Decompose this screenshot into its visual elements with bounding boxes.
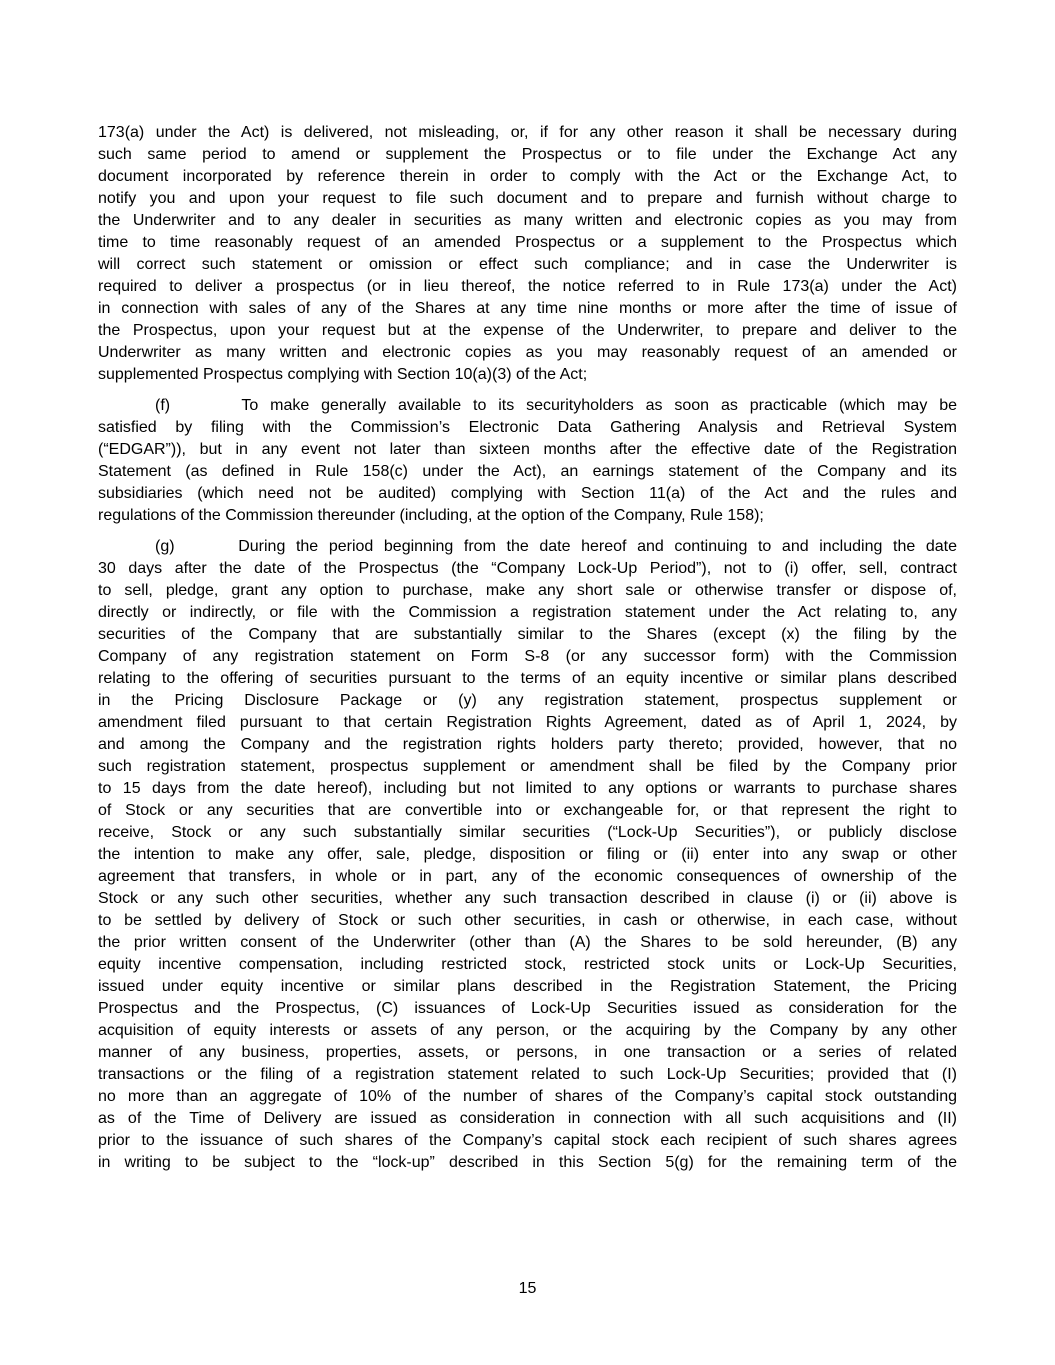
text-line: receive, Stock or any such substantially similar securities (“Lock-Up Securities”), or publicly disclose xyxy=(98,824,957,841)
text-line: no more than an aggregate of 10% of the number of shares of the Company’s capital stock outstanding xyxy=(98,1088,957,1105)
text-line: the intention to make any offer, sale, pledge, disposition or filing or (ii) enter into any swap or other xyxy=(98,846,957,863)
text-line: Stock or any such other securities, whether any such transaction described in clause (i) or (ii) above is xyxy=(98,890,957,907)
text-line: in connection with sales of any of the Shares at any time nine months or more after the time of issue of xyxy=(98,300,957,317)
text-line: such same period to amend or supplement the Prospectus or to file under the Exchange Act any xyxy=(98,146,957,163)
text-line: to 15 days from the date hereof), including but not limited to any options or warrants to purchase shares xyxy=(98,780,957,797)
text-line: in writing to be subject to the “lock-up” described in this Section 5(g) for the remaining term of the xyxy=(98,1154,957,1171)
text-line: notify you and upon your request to file such document and to prepare and furnish without charge to xyxy=(98,190,957,207)
text-line: to be settled by delivery of Stock or such other securities, in cash or otherwise, in each case, without xyxy=(98,912,957,929)
text-line: directly or indirectly, or file with the Commission a registration statement under the Act relating to, any xyxy=(98,604,957,621)
text-line: document incorporated by reference therein in order to comply with the Act or the Exchange Act, to xyxy=(98,168,957,185)
text-line: to sell, pledge, grant any option to purchase, make any short sale or otherwise transfer or dispose of, xyxy=(98,582,957,599)
paragraph-clause-f xyxy=(98,395,957,527)
text-line: Underwriter as many written and electronic copies as you may reasonably request of an amended or xyxy=(98,344,957,361)
text-line: such registration statement, prospectus supplement or amendment shall be filed by the Company prior xyxy=(98,758,957,775)
text-line: and among the Company and the registration rights holders party thereto; provided, however, that no xyxy=(98,736,957,753)
page-number: 15 xyxy=(518,1280,537,1297)
text-line: satisfied by filing with the Commission’s Electronic Data Gathering Analysis and Retrieval System xyxy=(98,419,957,436)
text-line: securities of the Company that are substantially similar to the Shares (except (x) the filing by the xyxy=(98,626,957,643)
text-line: 173(a) under the Act) is delivered, not misleading, or, if for any other reason it shall be necessary during xyxy=(98,124,957,141)
document-body xyxy=(98,122,957,1183)
text-line: Company of any registration statement on Form S-8 (or any successor form) with the Commission xyxy=(98,648,957,665)
text-line: will correct such statement or omission or effect such compliance; and in case the Underwriter is xyxy=(98,256,957,273)
text-line: transactions or the filing of a registration statement related to such Lock-Up Securities; provided that (I) xyxy=(98,1066,957,1083)
text-line: time to time reasonably request of an amended Prospectus or a supplement to the Prospectus which xyxy=(98,234,957,251)
text-line: regulations of the Commission thereunder (including, at the option of the Company, Rule 158); xyxy=(98,507,764,524)
text-line: supplemented Prospectus complying with Section 10(a)(3) of the Act; xyxy=(98,366,588,383)
text-line: the Underwriter and to any dealer in securities as many written and electronic copies as you may from xyxy=(98,212,957,229)
text-line: (f) To make generally available to its securityholders as soon as practicable (which may be xyxy=(155,397,957,414)
text-line: agreement that transfers, in whole or in part, any of the economic consequences of ownership of the xyxy=(98,868,957,885)
text-line: as of the Time of Delivery are issued as consideration in connection with all such acquisitions and (II) xyxy=(98,1110,957,1127)
text-line: Statement (as defined in Rule 158(c) under the Act), an earnings statement of the Company and its xyxy=(98,463,957,480)
text-line: required to deliver a prospectus (or in lieu thereof, the notice referred to in Rule 173(a) under the Act) xyxy=(98,278,957,295)
text-line: acquisition of equity interests or assets of any person, or the acquiring by the Company by any other xyxy=(98,1022,957,1039)
paragraph-continuation xyxy=(98,122,957,386)
text-line: prior to the issuance of such shares of the Company’s capital stock each recipient of such shares agrees xyxy=(98,1132,957,1149)
text-line: the Prospectus, upon your request but at the expense of the Underwriter, to prepare and deliver to the xyxy=(98,322,957,339)
text-line: of Stock or any securities that are convertible into or exchangeable for, or that represent the right to xyxy=(98,802,957,819)
text-line: equity incentive compensation, including restricted stock, restricted stock units or Lock-Up Securities, xyxy=(98,956,957,973)
paragraph-clause-g xyxy=(98,536,957,1174)
text-line: 30 days after the date of the Prospectus (the “Company Lock-Up Period”), not to (i) offer, sell, contract xyxy=(98,560,957,577)
text-line: manner of any business, properties, assets, or persons, in one transaction or a series of related xyxy=(98,1044,957,1061)
text-line: in the Pricing Disclosure Package or (y) any registration statement, prospectus supplement or xyxy=(98,692,957,709)
text-line: relating to the offering of securities pursuant to the terms of an equity incentive or similar plans described xyxy=(98,670,957,687)
text-line: amendment filed pursuant to that certain Registration Rights Agreement, dated as of April 1, 2024, by xyxy=(98,714,957,731)
text-line: Prospectus and the Prospectus, (C) issuances of Lock-Up Securities issued as consideration for the xyxy=(98,1000,957,1017)
text-line: (“EDGAR”)), but in any event not later than sixteen months after the effective date of the Registration xyxy=(98,441,957,458)
text-line: subsidiaries (which need not be audited) complying with Section 11(a) of the Act and the rules and xyxy=(98,485,957,502)
text-line: issued under equity incentive or similar plans described in the Registration Statement, the Pricing xyxy=(98,978,957,995)
text-line: (g) During the period beginning from the date hereof and continuing to and including the date xyxy=(155,538,957,555)
text-line: the prior written consent of the Underwriter (other than (A) the Shares to be sold hereunder, (B) any xyxy=(98,934,957,951)
